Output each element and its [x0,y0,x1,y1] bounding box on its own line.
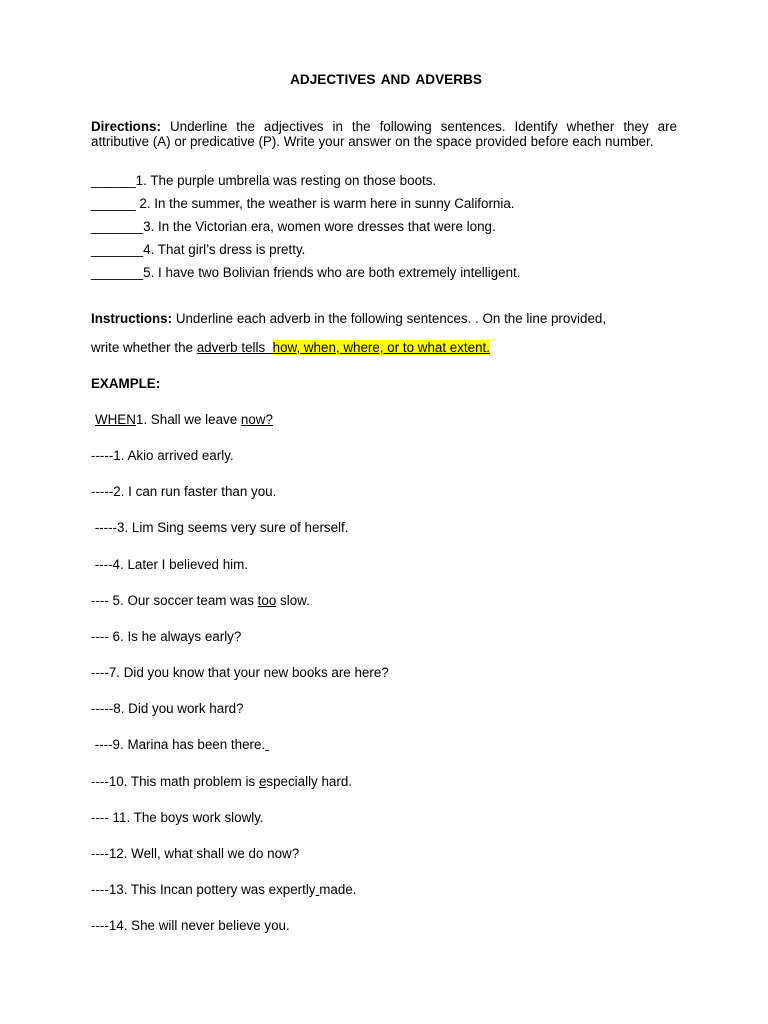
adverb-item: -----3. Lim Sing seems very sure of herself. [91,520,349,535]
adverb-item: -----2. I can run faster than you. [91,484,277,499]
adjective-item: _______4. That girl’s dress is pretty. [91,242,306,257]
adverb-item [91,593,310,608]
adverb-item: ---- 11. The boys work slowly. [91,810,264,825]
instructions-prefix: write whether the [91,340,197,355]
adverb-item: -----1. Akio arrived early. [91,448,234,463]
adverb-underlined-letter: e [258,774,267,789]
adjective-item: _______3. In the Victorian era, women wore dresses that were long. [91,219,496,234]
example-item [95,412,273,427]
instructions-label: Instructions: [91,311,173,326]
adjective-item: ______ 2. In the summer, the weather is warm here in sunny California. [91,196,515,211]
adjective-item: ______1. The purple umbrella was resting on those boots. [91,173,437,188]
adverb-item-text: ----10. This math problem is [91,774,259,789]
adverb-item: ---- 6. Is he always early? [91,629,242,644]
instructions-text: Underline each adverb in the following sentences. . On the line provided, [172,311,607,326]
adverb-item: ----4. Later I believed him. [91,557,249,572]
adverb-item: ----14. She will never believe you. [91,918,290,933]
underline-space [265,737,269,752]
adverb-item: -----8. Did you work hard? [91,701,244,716]
adverb-underlined-word: too [257,593,277,608]
adverb-item-text: ---- 5. Our soccer team was [91,593,258,608]
adverb-item-text: specially hard. [266,774,352,789]
adverb-item-text: slow. [276,593,310,608]
page-title: ADJECTIVES AND ADVERBS [290,72,482,87]
instructions-space [265,340,272,355]
example-label: EXAMPLE: [91,376,161,391]
adverb-item-text: made. [319,882,357,897]
example-text: 1. Shall we leave [135,412,241,427]
adverb-item [91,737,269,752]
adverb-item: ----7. Did you know that your new books are here? [91,665,389,680]
adverb-item [91,882,356,897]
adverb-item-text: ----13. This Incan pottery was expertly [91,882,316,897]
instructions-paragraph [91,311,677,326]
adverb-item: ----12. Well, what shall we do now? [91,846,300,861]
instructions-underlined: adverb tells [196,340,266,355]
example-underlined-word: now? [240,412,273,427]
adjective-item: _______5. I have two Bolivian friends who are both extremely intelligent. [91,265,521,280]
instructions-highlight: how, when, where, or to what extent. [272,340,490,355]
instructions-line-2 [91,340,490,355]
directions-label: Directions: [91,119,161,134]
adverb-item-text: ----9. Marina has been there. [91,737,266,752]
adverb-item [91,774,352,789]
directions-paragraph [91,119,677,149]
example-answer: WHEN [95,412,136,427]
directions-text: Underline the adjectives in the following sentences. Identify whether they are attributive (A) or predicative (P). Write your answer on the space provided before each number. [91,119,677,149]
